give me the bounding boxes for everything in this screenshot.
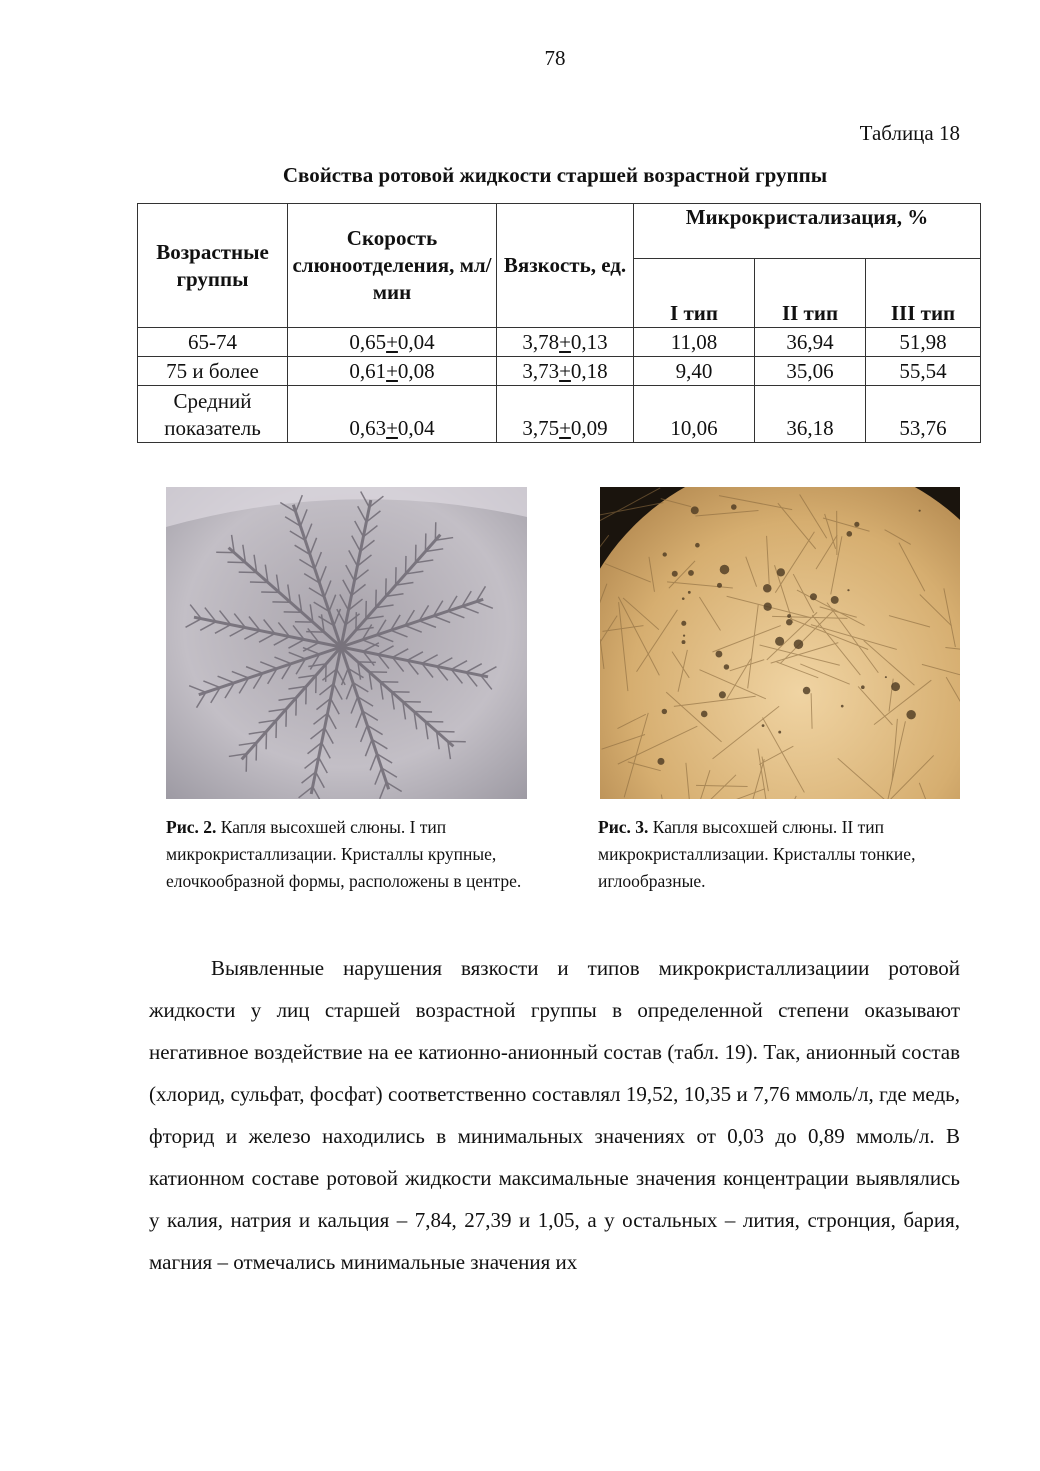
figure-3-label: Рис. 3. [598,817,649,837]
saliva-properties-table [137,203,981,443]
cell-viscosity: 3,73+0,18 [497,357,634,386]
table-row [138,328,981,357]
cell-rate: 0,63+0,04 [288,386,497,443]
header-microcrystallization: Микрокристализация, % [634,204,981,259]
cell-type2: 36,94 [755,328,866,357]
cell-type3: 51,98 [866,328,981,357]
figure-2-text: Капля высохшей слюны. I тип микрокристаллизации. Кристаллы крупные, елочкообразной формы, расположены в центре. [166,817,522,891]
figure-3-micrograph [600,487,960,799]
header-rate: Скорость слюноотделения, мл/мин [288,204,497,328]
header-type3: III тип [866,259,981,328]
table-row [138,357,981,386]
figure-2-label: Рис. 2. [166,817,217,837]
page-number: 78 [544,46,566,70]
cell-type3: 55,54 [866,357,981,386]
cell-type2: 35,06 [755,357,866,386]
figure-2-micrograph [166,487,527,799]
body-paragraph: Выявленные нарушения вязкости и типов микрокристаллизациии ротовой жидкости у лиц старшей возрастной группы в определенной степени оказывают негативное воздействие на ее катионно-анионный состав (табл. 19). Так, анионный состав (хлорид, сульфат, фосфат) соответственно составлял 19,52, 10,35 и 7,76 ммоль/л, где медь, фторид и железо находились в минимальных значениях от 0,03 до 0,89 ммоль/л. В катионном составе ротовой жидкости максимальные значения концентрации выявлялись у калия, натрия и кальция – 7,84, 27,39 и 1,05, а у остальных – лития, стронция, бария, магния – отмечались минимальные значения их [149,956,960,1274]
cell-rate: 0,65+0,04 [288,328,497,357]
cell-age: 65-74 [138,328,288,357]
table-title: Свойства ротовой жидкости старшей возрастной группы [282,163,828,187]
figure-3-text: Капля высохшей слюны. II тип микрокристаллизации. Кристаллы тонкие, иглообразные. [598,817,916,891]
figure-2-caption [166,814,546,895]
cell-type1: 11,08 [634,328,755,357]
table-row [138,386,981,443]
figure-3-caption [598,814,978,895]
header-age: Возрастные группы [138,204,288,328]
header-viscosity: Вязкость, ед. [497,204,634,328]
cell-rate: 0,61+0,08 [288,357,497,386]
table-label: Таблица 18 [859,121,960,145]
header-type1: I тип [634,259,755,328]
header-type2: II тип [755,259,866,328]
cell-type3: 53,76 [866,386,981,443]
cell-viscosity: 3,75+0,09 [497,386,634,443]
cell-age: 75 и более [138,357,288,386]
cell-age: Средний показатель [138,386,288,443]
cell-viscosity: 3,78+0,13 [497,328,634,357]
cell-type1: 10,06 [634,386,755,443]
cell-type1: 9,40 [634,357,755,386]
cell-type2: 36,18 [755,386,866,443]
